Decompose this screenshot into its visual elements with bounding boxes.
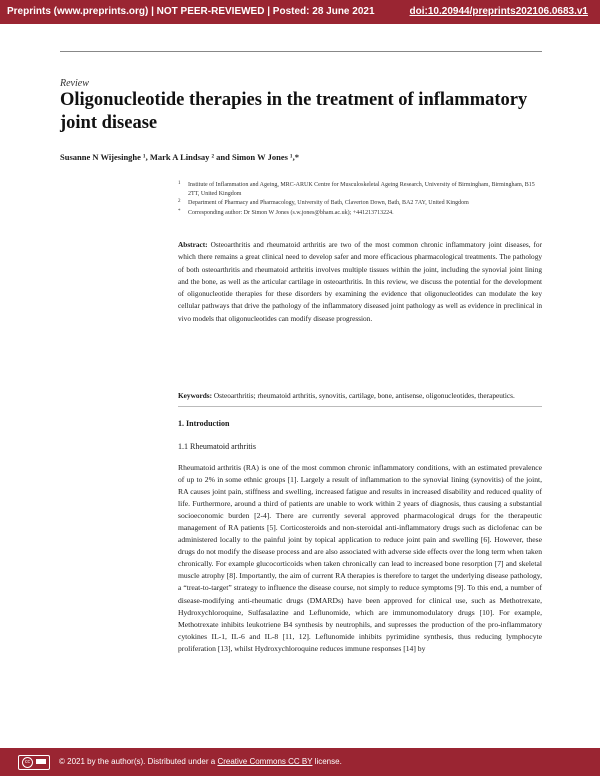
preprint-banner: [0, 0, 600, 24]
keywords-label: Keywords:: [178, 391, 213, 400]
keywords: [178, 390, 542, 402]
cc-license-icon: cc: [18, 755, 50, 770]
author-list: Susanne N Wijesinghe ¹, Mark A Lindsay ² and Simon W Jones ¹,*: [60, 152, 299, 162]
abstract: [178, 239, 542, 325]
affiliation-item: 2 Department of Pharmacy and Pharmacology, University of Bath, Claverton Down, Bath, BA2 7AY, United Kingdom: [178, 199, 469, 206]
section-heading: 1. Introduction: [178, 419, 230, 428]
article-type: Review: [60, 78, 89, 89]
body-paragraph: Rheumatoid arthritis (RA) is one of the most common chronic inflammatory conditions, with an estimated prevalence of up to 2% in some ethnic groups [1]. Largely a result of inflammation to the synovial lining (synovitis) of the joint, RA causes joint pain, stiffness and swelling, increased fatigue and results in increased disability and reduced quality of life. Furthermore, around a third of patients are unable to work within 2 years of diagnosis, thus causing a substantial socioeconomic burden [2-4]. There are currently several approved pharmacological drugs for the therapeutic management of RA patients [5]. Corticosteroids and non-steroidal anti-inflammatory drugs such as diclofenac can be administered locally to the painful joint by topical application to reduce joint pain and swelling [6]. However, these drugs do not modify the disease process and are also associated with adverse side effects over the long term when taken chronically. For example glucocorticoids when taken chronically can lead to increased bone resorption [7] and skeletal muscle atrophy [8]. Importantly, the aim of current RA therapies is therefore to target the underlying disease pathology, a “treat-to-target” strategy to influence the disease course, not simply to reduce symptoms [9]. To this end, a number of disease-modifying anti-rheumatic drugs (DMARDs) have been approved for clinical use, such as Methotrexate, Hydroxychloroquine, Sulfasalazine and Leflunomide, which are immunomodulatory drugs [10]. For example, Methotrexate inhibits leukotriene B4 synthesis by neutrophils, and supresses the production of the pro-inflammatory cytokines IL-1, IL-6 and IL-8 [11, 12]. Leflunomide inhibits pyrimidine synthesis, thus reducing lymphocyte proliferation [13], whilst Hydroxychloroquine reduces immune responses [14] by: [178, 463, 542, 653]
affiliation-item: * Corresponding author: Dr Simon W Jones (s.w.jones@bham.ac.uk); +441213713224.: [178, 208, 394, 216]
keywords-text: Osteoarthritis; rheumatoid arthritis, synovitis, cartilage, bone, antisense, oligonucleotides, therapeutics.: [213, 391, 515, 400]
license-footer: [0, 748, 600, 776]
affiliation-item: 1 Institute of Inflammation and Ageing, MRC-ARUK Centre for Musculoskeletal Ageing Research, University of Birmingham, Birmingham, B15 2TT, United Kingdom: [178, 181, 535, 197]
banner-text: Preprints (www.preprints.org) | NOT PEER-REVIEWED | Posted: 28 June 2021: [7, 6, 375, 17]
affiliations: [178, 181, 542, 218]
license-link[interactable]: Creative Commons CC BY: [217, 757, 313, 766]
license-suffix: license.: [312, 757, 342, 766]
license-prefix: © 2021 by the author(s). Distributed under a: [59, 757, 218, 766]
section-rule: [178, 406, 542, 407]
header-rule: [60, 51, 542, 52]
abstract-text: Osteoarthritis and rheumatoid arthritis are two of the most common chronic inflammatory joint diseases, for which there remains a great clinical need to develop safer and more efficacious pharmacological treatments. The pathology of both osteoarthritis and rheumatoid arthritis involves multiple tissues within the joint, including the synovial joint lining and the bone, as well as the articular cartilage in osteoarthritis. In this review, we discuss the potential for the development of oligonucleotide therapies for these disorders by examining the evidence that oligonucleotides can modulate the key cellular pathways that drive the pathology of the inflammatory diseased joint pathology as well as evidence in preclinical in vivo models that oligonucleotides can modify disease progression.: [178, 240, 542, 323]
abstract-label: Abstract:: [178, 240, 208, 249]
doi-link[interactable]: doi:10.20944/preprints202106.0683.v1: [409, 6, 588, 17]
subsection-heading: 1.1 Rheumatoid arthritis: [178, 442, 256, 451]
article-title: Oligonucleotide therapies in the treatment of inflammatory joint disease: [60, 90, 528, 133]
